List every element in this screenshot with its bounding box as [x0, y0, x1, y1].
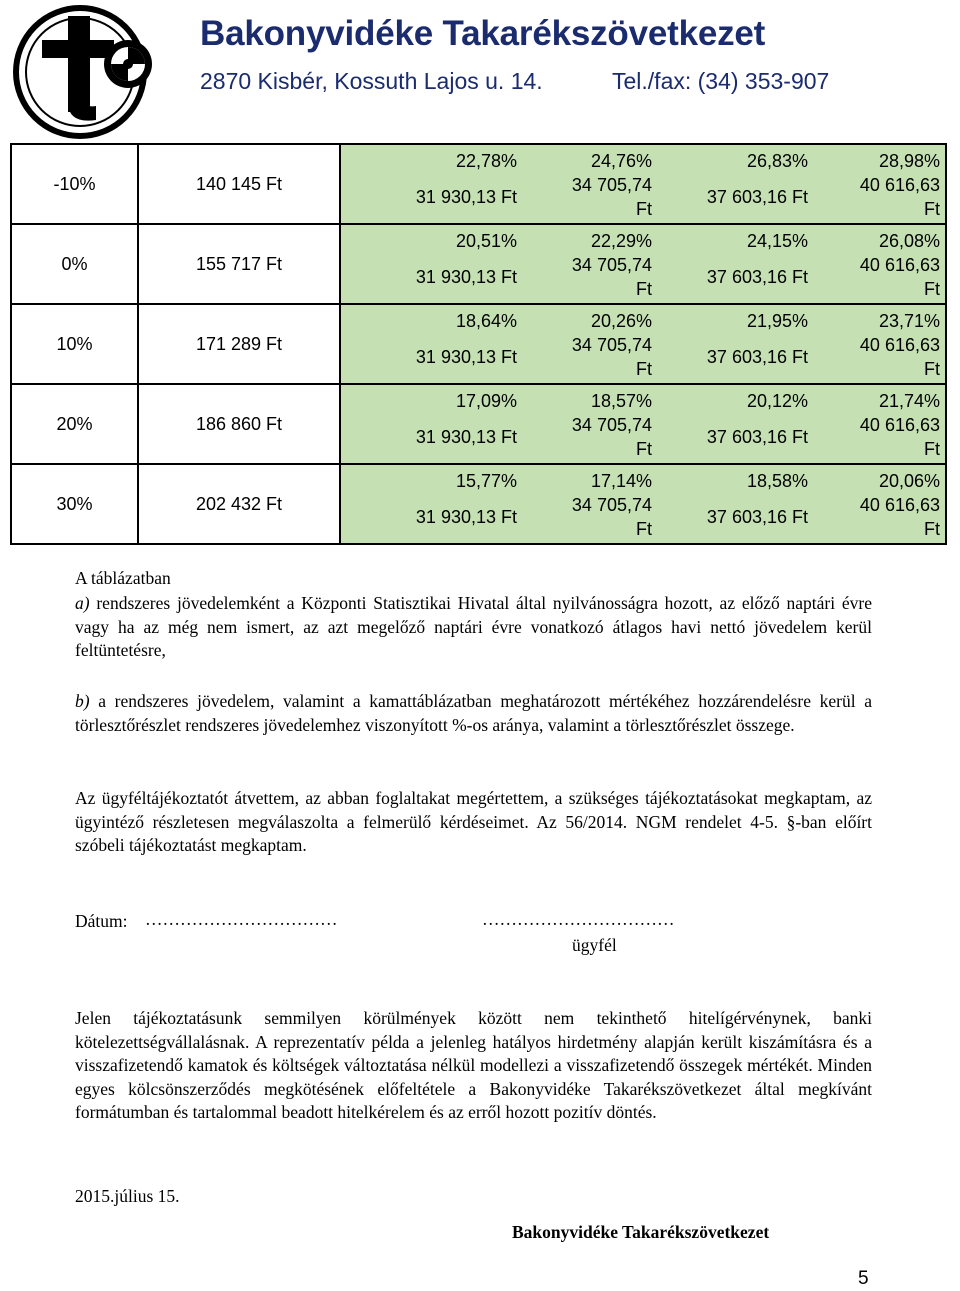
installment-percent: 22,29% — [590, 231, 652, 251]
explanation-item-b — [75, 690, 872, 737]
installment-amount: 34 705,74 — [571, 415, 652, 435]
page-number: 5 — [858, 1268, 869, 1289]
date-line: …………………………… — [145, 909, 338, 929]
installment-percent: 20,26% — [590, 311, 652, 331]
installment-grid — [340, 224, 946, 304]
installment-amount: 40 616,63 — [859, 255, 940, 275]
installment-percent: 15,77% — [455, 471, 517, 491]
installment-amount: 40 616,63 — [859, 495, 940, 515]
income-amount: 140 145 Ft — [138, 144, 340, 224]
installment-amount: 37 603,16 Ft — [706, 347, 808, 367]
date-label: Dátum: — [75, 911, 128, 931]
installment-percent: 24,15% — [746, 231, 808, 251]
installment-grid — [340, 304, 946, 384]
income-amount: 171 289 Ft — [138, 304, 340, 384]
currency-label: Ft — [636, 439, 652, 459]
income-variation: -10% — [11, 144, 138, 224]
installment-percent: 21,95% — [746, 311, 808, 331]
installment-amount: 37 603,16 Ft — [706, 267, 808, 287]
currency-label: Ft — [924, 439, 940, 459]
disclaimer-text: Jelen tájékoztatásunk semmilyen körülmények között nem tekinthető hitelígérvénynek, banki kötelezettségvállalásnak. A reprezentatív példa a jelenleg hatályos hirdetmény alapján került kiszámításra és a visszafizetendő kamatok és költségek változtatása nélkül modellezi a visszafizetendő összegek mértékét. Minden egyes kölcsönszerződés megkötésének előfeltétele a Bakonyvidéke Takarékszövetkezet által megkívánt formátumban és tartalommal beadott hitelkérelem és az erről hozott pozitív döntés. — [75, 1008, 872, 1122]
installment-amount: 31 930,13 Ft — [415, 267, 517, 287]
installment-percent: 18,57% — [590, 391, 652, 411]
income-amount: 155 717 Ft — [138, 224, 340, 304]
currency-label: Ft — [636, 199, 652, 219]
income-variation: 20% — [11, 384, 138, 464]
item-text: a rendszeres jövedelem, valamint a kamattáblázatban meghatározott mértékéhez hozzárendelésre kerül a törlesztőrészlet rendszeres jövedelemhez viszonyított %-os aránya, valamint a törlesztőrészlet összege. — [75, 691, 873, 735]
table-row — [11, 464, 946, 544]
installment-amount: 34 705,74 — [571, 175, 652, 195]
installment-percent: 18,58% — [746, 471, 808, 491]
table-intro-text: A táblázatban — [75, 568, 171, 588]
item-label: b) — [75, 691, 90, 711]
installment-amount: 37 603,16 Ft — [706, 187, 808, 207]
acknowledgement-text: Az ügyféltájékoztatót átvettem, az abban foglaltakat megértettem, a szükséges tájékoztatásokat megkaptam, az ügyintéző részletesen megválaszolta a felmerülő kérdéseimet. Az 56/2014. NGM rendelet 4-5. §-ban előírt szóbeli tájékoztatást megkaptam. — [75, 788, 872, 855]
organization-address: 2870 Kisbér, Kossuth Lajos u. 14. — [200, 68, 543, 94]
installment-percent: 21,74% — [878, 391, 940, 411]
table-row — [11, 224, 946, 304]
installment-percent: 24,76% — [590, 151, 652, 171]
installment-percent: 20,06% — [878, 471, 940, 491]
organization-phone: Tel./fax: (34) 353-907 — [612, 68, 830, 94]
table-row — [11, 144, 946, 224]
client-signature-line: …………………………… — [482, 909, 675, 929]
explanation-item-a — [75, 592, 872, 663]
item-label: a) — [75, 593, 90, 613]
client-signature-label: ügyfél — [572, 935, 617, 955]
installment-percent: 23,71% — [878, 311, 940, 331]
installment-amount: 31 930,13 Ft — [415, 507, 517, 527]
income-amount: 186 860 Ft — [138, 384, 340, 464]
signature-organization: Bakonyvidéke Takarékszövetkezet — [512, 1222, 770, 1242]
installment-amount: 40 616,63 — [859, 175, 940, 195]
installment-grid — [340, 464, 946, 544]
document-date: 2015.július 15. — [75, 1186, 180, 1206]
organization-name: Bakonyvidéke Takarékszövetkezet — [200, 14, 766, 53]
item-text: rendszeres jövedelemként a Központi Statisztikai Hivatal által nyilvánosságra hozott, az előző naptári évre vagy ha az még nem ismert, az azt megelőző naptári évre vonatkozó átlagos havi nettó jövedelem kerül feltüntetésre, — [75, 593, 872, 660]
currency-label: Ft — [924, 359, 940, 379]
table-row — [11, 384, 946, 464]
installment-amount: 37 603,16 Ft — [706, 427, 808, 447]
installment-grid — [340, 144, 946, 224]
installment-amount: 37 603,16 Ft — [706, 507, 808, 527]
installment-percent: 17,09% — [455, 391, 517, 411]
installment-amount: 34 705,74 — [571, 335, 652, 355]
currency-label: Ft — [924, 199, 940, 219]
installment-percent: 28,98% — [878, 151, 940, 171]
installment-grid — [340, 384, 946, 464]
currency-label: Ft — [636, 519, 652, 539]
currency-label: Ft — [636, 279, 652, 299]
installment-percent: 17,14% — [590, 471, 652, 491]
installment-percent: 26,08% — [878, 231, 940, 251]
income-variation: 10% — [11, 304, 138, 384]
bank-logo-icon — [12, 2, 162, 140]
currency-label: Ft — [924, 279, 940, 299]
letterhead — [0, 0, 960, 140]
income-variation: 0% — [11, 224, 138, 304]
installment-amount: 34 705,74 — [571, 495, 652, 515]
installment-amount: 31 930,13 Ft — [415, 187, 517, 207]
installment-percent: 22,78% — [455, 151, 517, 171]
installment-amount: 40 616,63 — [859, 415, 940, 435]
installment-amount: 31 930,13 Ft — [415, 427, 517, 447]
currency-label: Ft — [636, 359, 652, 379]
installment-percent: 20,12% — [746, 391, 808, 411]
income-amount: 202 432 Ft — [138, 464, 340, 544]
installment-amount: 40 616,63 — [859, 335, 940, 355]
table-row — [11, 304, 946, 384]
income-variation: 30% — [11, 464, 138, 544]
installment-percent: 20,51% — [455, 231, 517, 251]
loan-rate-table — [10, 143, 947, 545]
installment-amount: 31 930,13 Ft — [415, 347, 517, 367]
currency-label: Ft — [924, 519, 940, 539]
installment-amount: 34 705,74 — [571, 255, 652, 275]
installment-percent: 18,64% — [455, 311, 517, 331]
installment-percent: 26,83% — [746, 151, 808, 171]
